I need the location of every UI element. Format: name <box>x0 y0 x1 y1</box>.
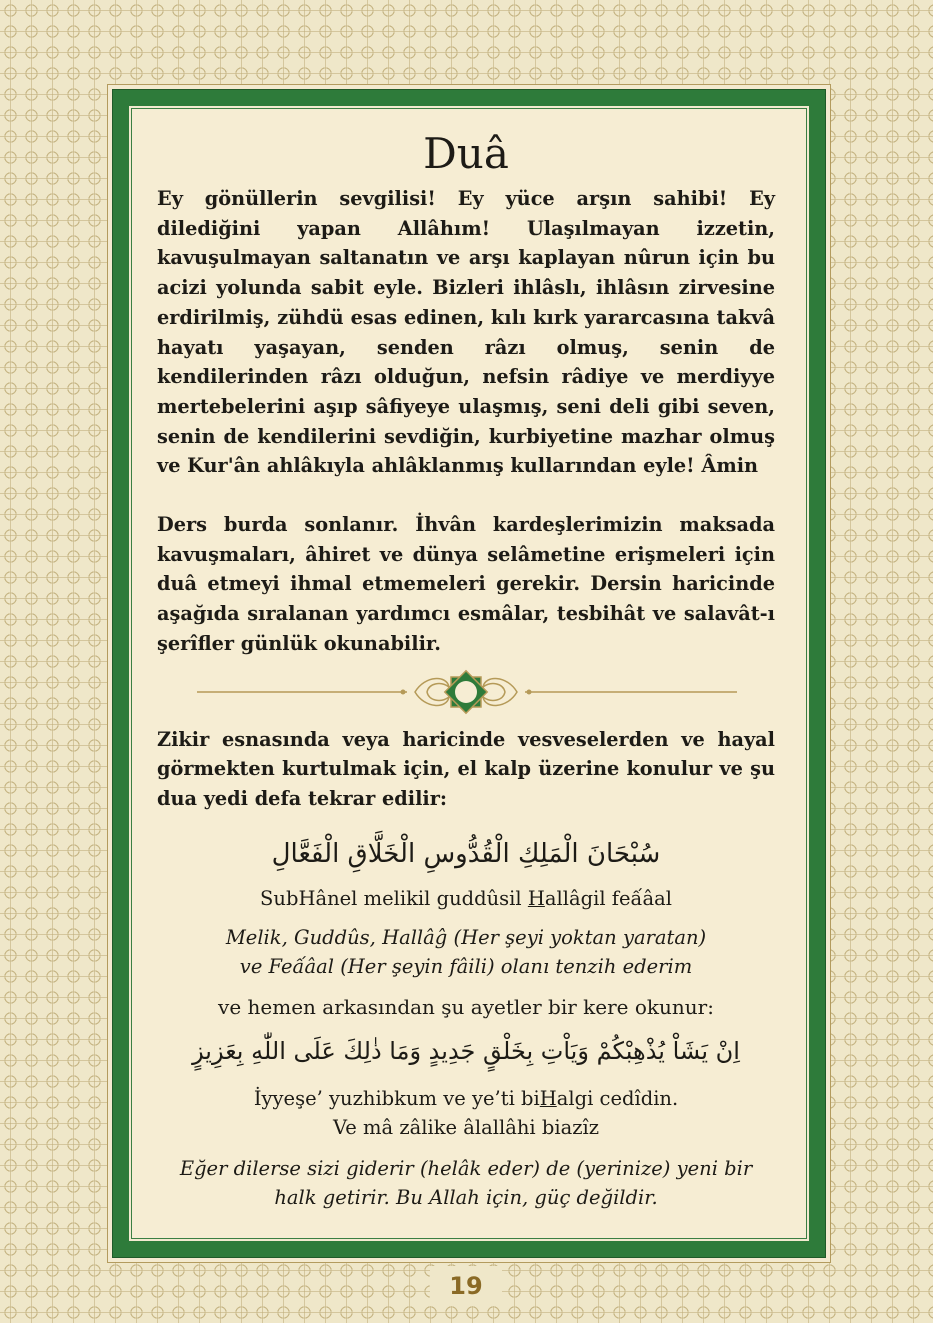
page-title: Duâ <box>423 129 509 178</box>
ayet-arabic: اِنْ يَشَاْ يُذْهِبْكُمْ وَيَاْتِ بِخَلْقٍ جَدِيدٍ وَمَا ذٰلِكَ عَلَى اللّٰهِ بِعَزِيزٍ <box>192 1036 740 1065</box>
ayet-intro: ve hemen arkasından şu ayetler bir kere okunur: <box>218 994 714 1019</box>
emblem-icon <box>445 670 487 712</box>
page-number: 19 <box>430 1266 502 1306</box>
zikir-translit-underlined: H <box>527 886 545 910</box>
ayet-translit-underlined: H <box>539 1086 557 1110</box>
zikir-meaning-line1: Melik, Guddûs, Hallâĝ (Her şeyi yoktan yaratan) <box>225 925 707 949</box>
zikir-translit-part1: SubHânel melikil guddûsil <box>260 886 528 910</box>
zikir-intro: Zikir esnasında veya haricinde vesveselerden ve hayal görmekten kurtulmak için, el kalp üzerine konulur ve şu dua yedi defa tekrar edilir: <box>157 727 775 810</box>
zikir-meaning-line2: ve Feấâal (Her şeyin fâili) olanı tenzih ederim <box>239 954 693 978</box>
divider-ornament-svg <box>157 667 775 717</box>
ayet-translit-part2: algi cedîdin. <box>556 1086 679 1110</box>
zikir-arabic: سُبْحَانَ الْمَلِكِ الْقُدُّوسِ الْخَلَّاقِ الْفَعَّالِ <box>271 838 661 869</box>
ayet-meaning-line2: halk getirir. Bu Allah için, güç değildir. <box>274 1185 658 1209</box>
page-content <box>157 128 775 1212</box>
zikir-translit-part2: allâgil feấâal <box>544 886 672 910</box>
ayet-meaning-line1: Eğer dilerse sizi giderir (helâk eder) de (yerinize) yeni bir <box>179 1156 753 1180</box>
zikir-transliteration <box>157 884 775 913</box>
ayet-translit-part1: İyyeşe’ yuzhibkum ve ye’ti bi <box>253 1086 540 1110</box>
ayet-transliteration-line1 <box>157 1084 775 1113</box>
divider-ornament <box>157 667 775 717</box>
prayer-paragraph: Ey gönüllerin sevgilisi! Ey yüce arşın sahibi! Ey dilediğini yapan Allâhım! Ulaşılmayan izzetin, kavuşulmayan saltanatın ve arşı kaplayan nûrun için bu acizi yolunda sabit eyle. Bizleri ihlâslı, ihlâsın zirvesine erdirilmiş, zühdü esas edinen, kılı kırk yararcasına takvâ hayatı yaşayan, senden râzı olmuş, senin de kendilerinden râzı olduğun, nefsin râdiye ve merdiyye mertebelerini aşıp sâfiyeye ulaşmış, seni deli gibi seven, senin de kendilerini sevdiğin, kurbiyetine mazhar olmuş ve Kur'ân ahlâkıyla ahlâklanmış kullarından eyle! Âmin <box>157 187 775 478</box>
ayet-transliteration-line2: Ve mâ zâlike âlallâhi biazîz <box>333 1115 599 1139</box>
lesson-end-paragraph: Ders burda sonlanır. İhvân kardeşlerimizin maksada kavuşmaları, âhiret ve dünya selâmetine erişmeleri için duâ etmeyi ihmal etmemeleri gerekir. Dersin haricinde aşağıda sıralanan yardımcı esmâlar, tesbihât ve salavât-ı şerîfler günlük okunabilir. <box>157 513 775 655</box>
